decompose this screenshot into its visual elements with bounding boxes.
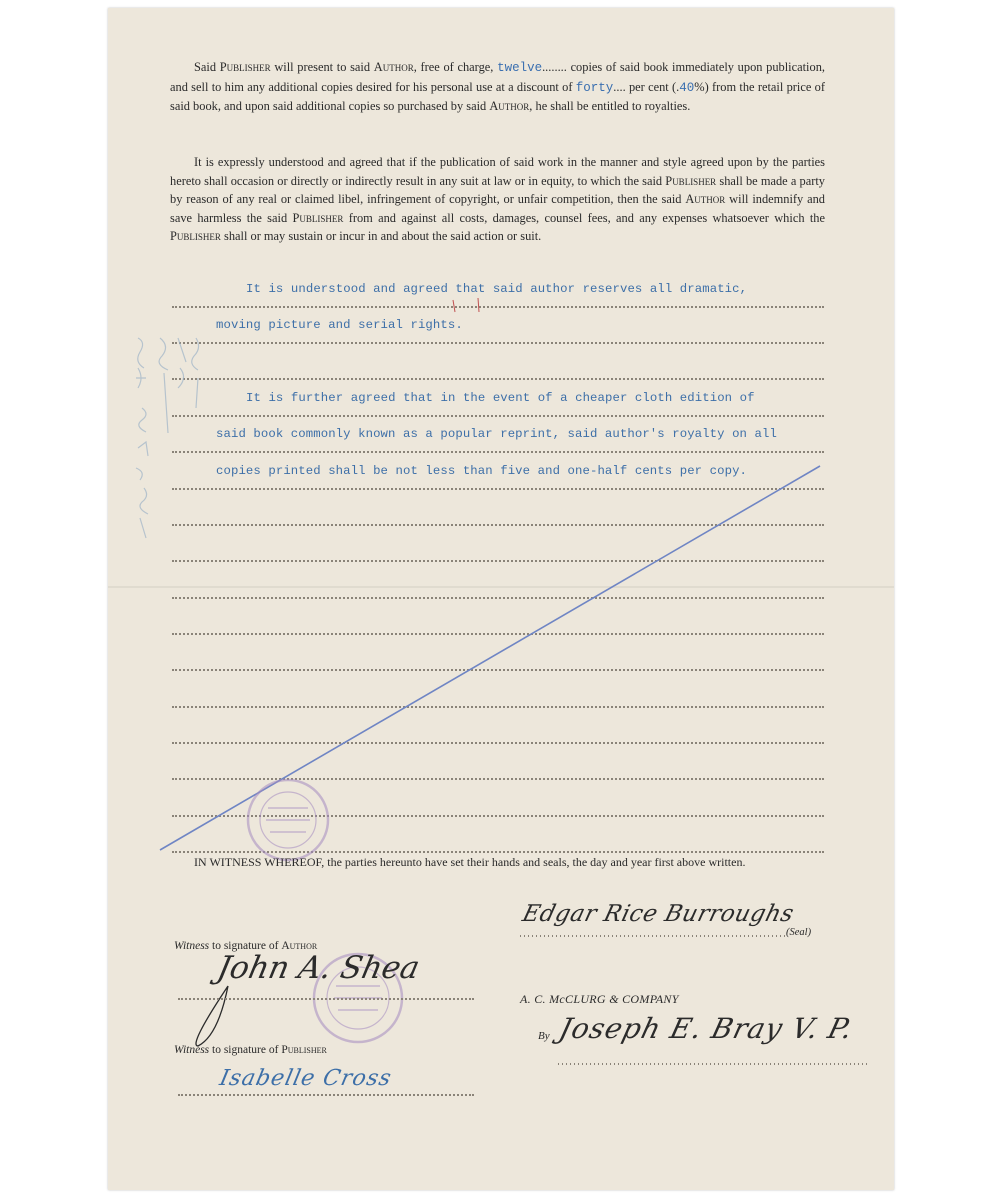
typed-clause-line: said book commonly known as a popular reprint, said author's royalty on all: [216, 427, 777, 441]
seal-label: (Seal): [786, 927, 812, 938]
author-signature: Edgar Rice Burroughs: [519, 901, 797, 927]
by-label: By: [538, 1030, 550, 1042]
typed-clause-line: copies printed shall be not less than five and one-half cents per copy.: [216, 464, 748, 478]
contract-page: [108, 8, 894, 1190]
witness-author-signature: John A. Shea: [214, 950, 423, 986]
paragraph-indemnity: It is expressly understood and agreed that if the publication of said work in the manner and style agreed upon by the parties hereto shall occasion or directly or indirectly result in any suit at law or in equity, to which the said Publisher shall be made a party by reason of any real or claimed libel, infringement of copyright, or unfair competition, then the said Author will indemnify and save harmless the said Publisher from and against all costs, damages, counsel fees, and any expenses whatsoever which the Publisher shall or may sustain or incur in and about the said action or suit.: [170, 155, 825, 243]
witness-author-label: Witness to signature of Author: [174, 940, 318, 952]
company-name: A. C. McCLURG & COMPANY: [520, 992, 679, 1006]
witness-clause: IN WITNESS WHEREOF, the parties hereunto have set their hands and seals, the day and year first above written.: [194, 855, 746, 869]
publisher-signature: Joseph E. Bray V. P.: [555, 1012, 857, 1045]
pencil-margin-notes: [136, 338, 199, 538]
fill-copies: twelve: [497, 61, 543, 75]
notary-stamp-icon: [248, 780, 328, 860]
fill-discount: forty: [575, 80, 614, 95]
typed-clause-line: It is further agreed that in the event of a cheaper cloth edition of: [246, 391, 755, 405]
witness-publisher-signature: Isabelle Cross: [217, 1066, 395, 1091]
fill-percent: 40: [679, 80, 695, 95]
witness-publisher-line: [178, 1094, 474, 1096]
witness-publisher-label: Witness to signature of Publisher: [174, 1044, 327, 1056]
typed-clause-line: moving picture and serial rights.: [216, 318, 463, 332]
paragraph-author-copies: Said Publisher will present to said Author, free of charge, twelve........ copies of said book immediately upon publication, and sell to him any additional copies desired for his personal use at a discount of forty.... per cent (.40%) from the retail price of said book, and upon said additional copies so purchased by said Author, he shall be entitled to royalties.: [170, 60, 825, 113]
witness-author-line: [178, 998, 474, 1000]
typed-clause-line: It is understood and agreed that said author reserves all dramatic,: [246, 282, 748, 296]
